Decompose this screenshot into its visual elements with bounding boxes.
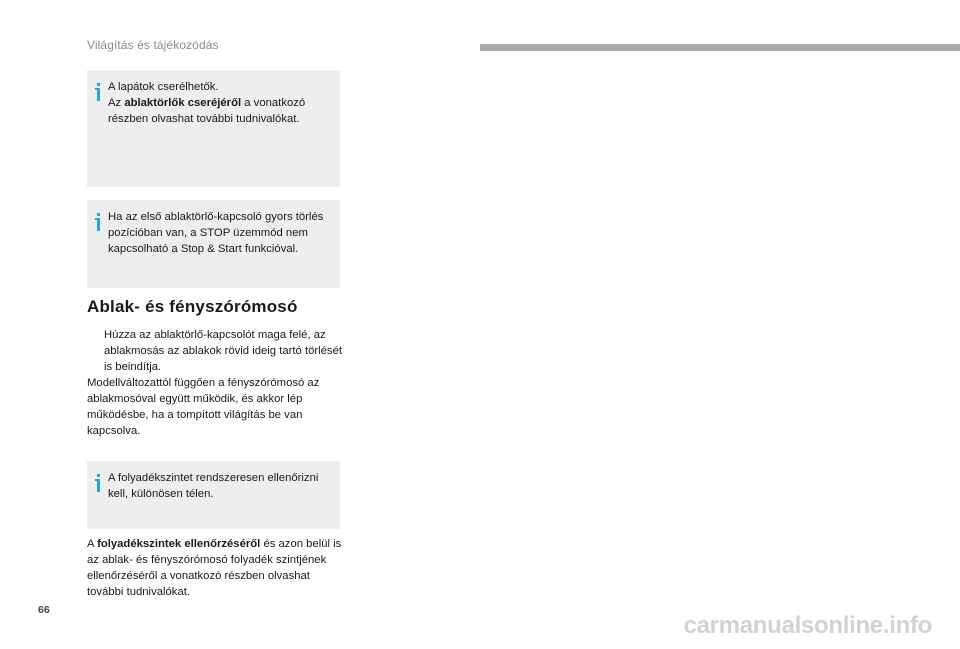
- info-icon: [95, 474, 105, 492]
- instruction-item: [87, 327, 347, 375]
- info-text: Ha az első ablaktörlő-kapcsoló gyors törlés pozícióban van, a STOP üzemmód nem kapcsolható a Stop & Start funkcióval.: [108, 211, 324, 255]
- instruction-text: Húzza az ablaktörlő-kapcsolót maga felé, az ablakmosás az ablakok rövid ideig tartó törlését is beindítja.: [104, 329, 342, 373]
- header-rule: [480, 44, 960, 51]
- info-text-line: A lapátok cserélhetők.: [108, 81, 219, 93]
- info-box-stop-start: [87, 200, 340, 288]
- watermark: carmanualsonline.info: [683, 612, 932, 639]
- reference-link-text: ablaktörlők cseréjéről: [124, 97, 242, 109]
- info-box-fluid-level: [87, 461, 340, 529]
- page-number: 66: [38, 604, 50, 616]
- fluid-level-reference-paragraph: A folyadékszintek ellenőrzéséről és azon belül is az ablak- és fényszórómosó folyadék szintjének ellenőrzéséről a vonatkozó részben olvashat további tudnivalókat.: [87, 538, 342, 598]
- page-header-title: Világítás és tájékozódás: [87, 38, 219, 52]
- info-text: A folyadékszintet rendszeresen ellenőrizni kell, különösen télen.: [108, 472, 319, 500]
- info-icon: [95, 213, 105, 231]
- headlamp-washer-paragraph: Modellváltozattól függően a fényszórómosó az ablakmosóval együtt működik, és akkor lép működésbe, ha a tompított világítás be van kapcsolva.: [87, 377, 320, 437]
- section-title: Ablak- és fényszórómosó: [87, 297, 298, 316]
- info-text-reference: Az ablaktörlők cseréjéről a vonatkozó részben olvashat további tudnivalókat.: [108, 97, 306, 125]
- info-box-wiper-blades: [87, 70, 340, 187]
- info-icon: [95, 83, 105, 101]
- reference-link-text: folyadékszintek ellenőrzéséről: [97, 538, 261, 550]
